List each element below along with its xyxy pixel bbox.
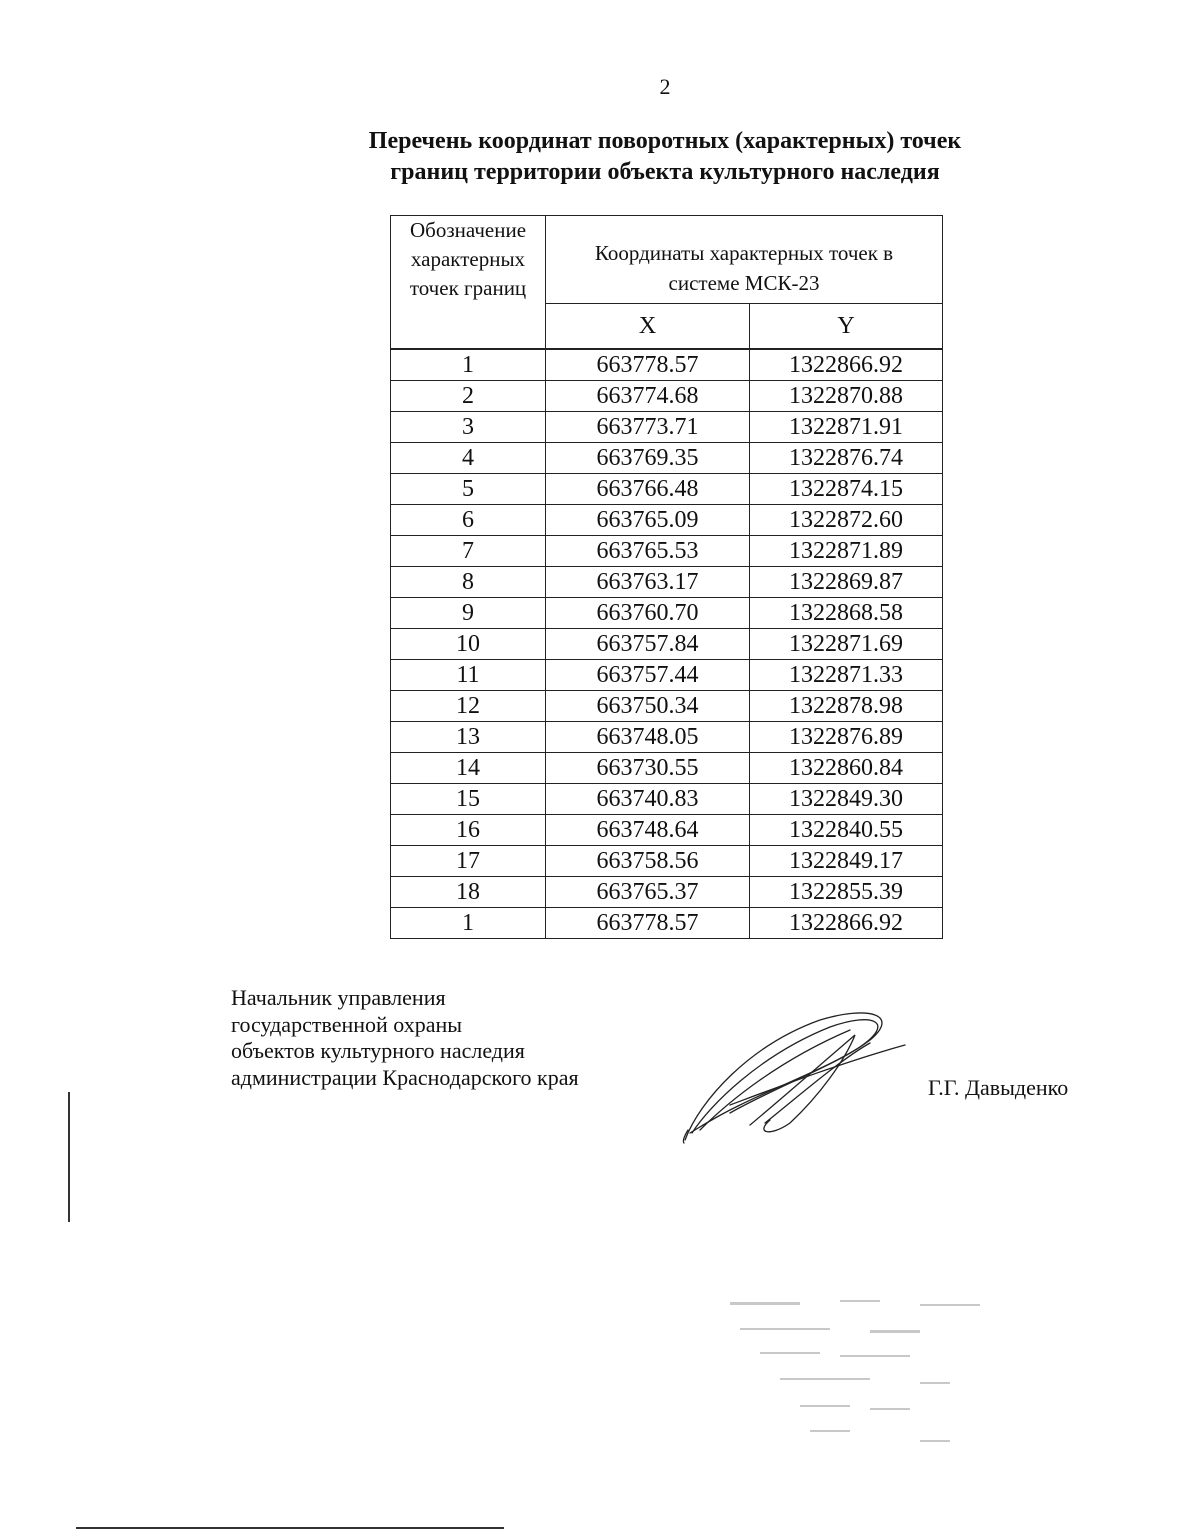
point-cell: 15 bbox=[391, 784, 546, 815]
table-row bbox=[391, 474, 943, 505]
signatory-title bbox=[231, 985, 579, 1091]
point-cell: 7 bbox=[391, 536, 546, 567]
x-cell: 663774.68 bbox=[546, 381, 750, 412]
x-cell: 663748.05 bbox=[546, 722, 750, 753]
point-cell: 11 bbox=[391, 660, 546, 691]
title-line-1: Перечень координат поворотных (характерных) точек bbox=[368, 128, 962, 154]
y-cell: 1322849.30 bbox=[750, 784, 943, 815]
table-row bbox=[391, 412, 943, 443]
point-cell: 6 bbox=[391, 505, 546, 536]
table-row bbox=[391, 505, 943, 536]
x-cell: 663757.44 bbox=[546, 660, 750, 691]
y-cell: 1322860.84 bbox=[750, 753, 943, 784]
x-cell: 663769.35 bbox=[546, 443, 750, 474]
point-cell: 10 bbox=[391, 629, 546, 660]
y-cell: 1322876.89 bbox=[750, 722, 943, 753]
signatory-title-line-3: объектов культурного наследия bbox=[231, 1038, 525, 1063]
point-cell: 13 bbox=[391, 722, 546, 753]
faded-stamp-marks bbox=[720, 1290, 1020, 1470]
coordinates-table bbox=[390, 215, 943, 939]
x-cell: 663773.71 bbox=[546, 412, 750, 443]
table-row bbox=[391, 598, 943, 629]
bottom-rule bbox=[76, 1527, 504, 1529]
y-cell: 1322871.69 bbox=[750, 629, 943, 660]
x-cell: 663766.48 bbox=[546, 474, 750, 505]
table-row bbox=[391, 908, 943, 939]
x-cell: 663730.55 bbox=[546, 753, 750, 784]
x-cell: 663748.64 bbox=[546, 815, 750, 846]
point-cell: 5 bbox=[391, 474, 546, 505]
y-cell: 1322868.58 bbox=[750, 598, 943, 629]
table-row bbox=[391, 846, 943, 877]
table-row bbox=[391, 443, 943, 474]
header-point-designation: Обозначение характерных точек границ bbox=[391, 216, 546, 350]
page-number: 2 bbox=[659, 74, 671, 99]
y-cell: 1322866.92 bbox=[750, 908, 943, 939]
x-cell: 663750.34 bbox=[546, 691, 750, 722]
y-cell: 1322840.55 bbox=[750, 815, 943, 846]
x-cell: 663778.57 bbox=[546, 349, 750, 381]
y-cell: 1322855.39 bbox=[750, 877, 943, 908]
point-cell: 17 bbox=[391, 846, 546, 877]
y-cell: 1322871.91 bbox=[750, 412, 943, 443]
y-cell: 1322878.98 bbox=[750, 691, 943, 722]
point-cell: 14 bbox=[391, 753, 546, 784]
signatory-title-line-2: государственной охраны bbox=[231, 1011, 463, 1037]
table-row bbox=[391, 349, 943, 381]
table-row bbox=[391, 722, 943, 753]
x-cell: 663765.53 bbox=[546, 536, 750, 567]
header-coordinates bbox=[546, 216, 943, 304]
x-cell: 663778.57 bbox=[546, 908, 750, 939]
y-cell: 1322871.89 bbox=[750, 536, 943, 567]
x-cell: 663765.37 bbox=[546, 877, 750, 908]
point-cell: 12 bbox=[391, 691, 546, 722]
point-cell: 16 bbox=[391, 815, 546, 846]
table-row bbox=[391, 381, 943, 412]
table-row bbox=[391, 877, 943, 908]
table-row bbox=[391, 536, 943, 567]
header-coordinates-text: Координаты характерных точек в системе МСК-23 bbox=[594, 241, 894, 295]
point-cell: 9 bbox=[391, 598, 546, 629]
table-row bbox=[391, 629, 943, 660]
point-cell: 18 bbox=[391, 877, 546, 908]
y-cell: 1322870.88 bbox=[750, 381, 943, 412]
y-cell: 1322876.74 bbox=[750, 443, 943, 474]
signatory-name: Г.Г. Давыденко bbox=[928, 1075, 1069, 1100]
point-cell: 8 bbox=[391, 567, 546, 598]
x-cell: 663765.09 bbox=[546, 505, 750, 536]
point-cell: 2 bbox=[391, 381, 546, 412]
x-cell: 663763.17 bbox=[546, 567, 750, 598]
table-row bbox=[391, 815, 943, 846]
point-cell: 1 bbox=[391, 349, 546, 381]
table-row bbox=[391, 753, 943, 784]
signatory-title-line-4: администрации Краснодарского края bbox=[231, 1064, 579, 1090]
y-cell: 1322874.15 bbox=[750, 474, 943, 505]
title-line-2: границ территории объекта культурного наследия bbox=[390, 159, 940, 185]
table-row bbox=[391, 567, 943, 598]
table-row bbox=[391, 660, 943, 691]
y-cell: 1322866.92 bbox=[750, 349, 943, 381]
point-cell: 3 bbox=[391, 412, 546, 443]
y-cell: 1322869.87 bbox=[750, 567, 943, 598]
document-title bbox=[300, 126, 1030, 188]
handwritten-signature bbox=[670, 1005, 910, 1145]
signatory-title-line-1: Начальник управления bbox=[231, 985, 446, 1010]
point-cell: 1 bbox=[391, 908, 546, 939]
table-row bbox=[391, 691, 943, 722]
point-cell: 4 bbox=[391, 443, 546, 474]
table-row bbox=[391, 784, 943, 815]
x-cell: 663740.83 bbox=[546, 784, 750, 815]
header-x: X bbox=[546, 304, 750, 350]
margin-mark bbox=[68, 1092, 70, 1222]
x-cell: 663758.56 bbox=[546, 846, 750, 877]
y-cell: 1322849.17 bbox=[750, 846, 943, 877]
x-cell: 663760.70 bbox=[546, 598, 750, 629]
y-cell: 1322872.60 bbox=[750, 505, 943, 536]
table-body bbox=[391, 349, 943, 939]
x-cell: 663757.84 bbox=[546, 629, 750, 660]
y-cell: 1322871.33 bbox=[750, 660, 943, 691]
header-y: Y bbox=[750, 304, 943, 350]
